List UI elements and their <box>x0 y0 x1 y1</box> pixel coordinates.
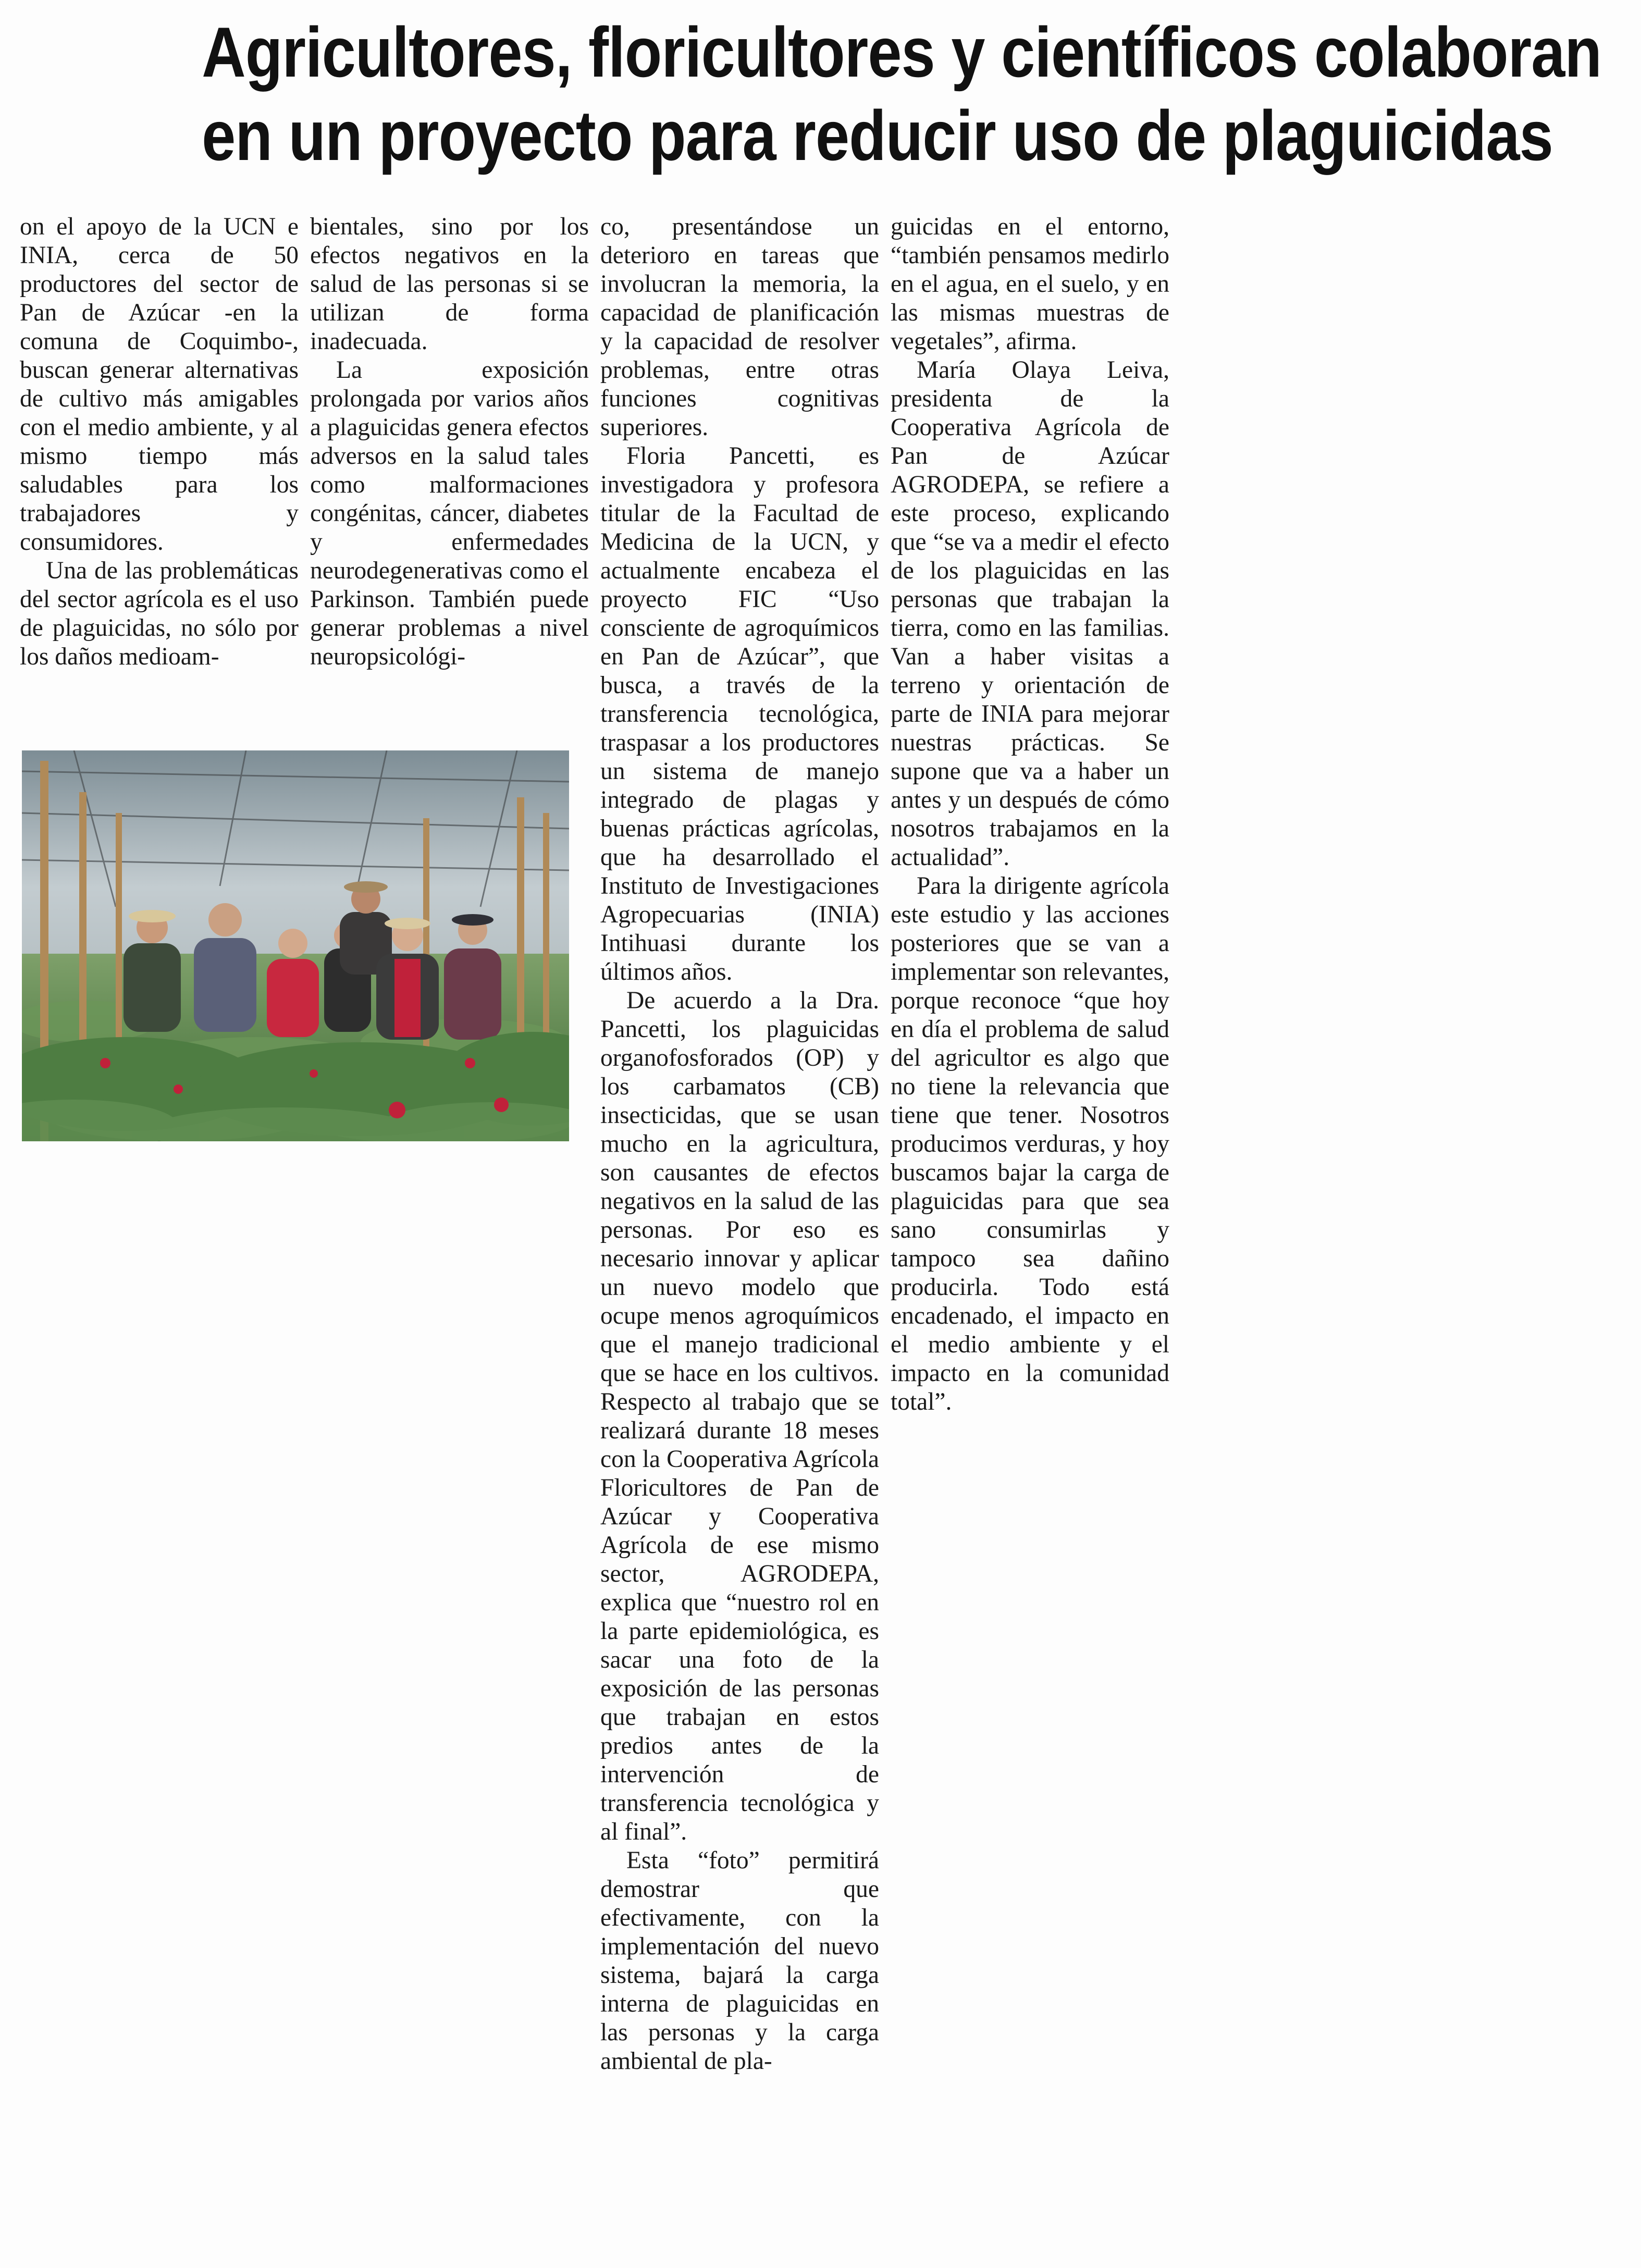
paragraph: co, presentándose un deterioro en tareas que involucran la memoria, la capacidad de planificación y la capacidad de resolver problemas, entre otras funciones cognitivas superiores. <box>600 213 879 441</box>
paragraph: on el apoyo de la UCN e INIA, cerca de 50 productores del sector de Pan de Azúcar -en la comuna de Coquimbo-, buscan generar alternativas de cultivo más amigables con el medio ambiente, y al mismo tiempo más saludables para los trabajadores y consumidores. <box>20 213 299 556</box>
headline-line-1: Agricultores, floricultores y científicos colaboran <box>202 13 1602 92</box>
paragraph: bientales, sino por los efectos negativos en la salud de las personas si se utilizan de forma inadecuada. <box>310 213 589 355</box>
article-column-1 <box>20 213 299 671</box>
paragraph: Esta “foto” permitirá demostrar que efectivamente, con la implementación del nuevo sistema, bajará la carga interna de plaguicidas en las personas y la carga ambiental de pla- <box>600 1847 879 2075</box>
paragraph: María Olaya Leiva, presidenta de la Cooperativa Agrícola de Pan de Azúcar AGRODEPA, se refiere a este proceso, explicando que “se va a medir el efecto de los plaguicidas en las personas que trabajan la tierra, como en las familias. Van a haber visitas a terreno y orientación de parte de INIA para mejorar nuestras prácticas. Se supone que va a haber un antes y un después de cómo nosotros trabajamos en la actualidad”. <box>891 356 1169 871</box>
paragraph: Una de las problemáticas del sector agrícola es el uso de plaguicidas, no sólo por los daños medioam- <box>20 557 299 670</box>
paragraph: La exposición prolongada por varios años a plaguicidas genera efectos adversos en la salud tales como malformaciones congénitas, cáncer, diabetes y enfermedades neurodegenerativas como el Parkinson. También puede generar problemas a nivel neuropsicológi- <box>310 356 589 670</box>
article-column-2 <box>310 213 589 671</box>
paragraph: guicidas en el entorno, “también pensamos medirlo en el agua, en el suelo, y en las mismas muestras de vegetales”, afirma. <box>891 213 1169 355</box>
headline-line-2: en un proyecto para reducir uso de plaguicidas <box>202 96 1553 175</box>
greenhouse-group-photo <box>22 750 569 1141</box>
paragraph: De acuerdo a la Dra. Pancetti, los plaguicidas organofosforados (OP) y los carbamatos (CB) insecticidas, que se usan mucho en la agricultura, son causantes de efectos negativos en la salud de las personas. Por eso es necesario innovar y aplicar un nuevo modelo que ocupe menos agroquímicos que el manejo tradicional que se hace en los cultivos. Respecto al trabajo que se realizará durante 18 meses con la Cooperativa Agrícola Floricultores de Pan de Azúcar y Cooperativa Agrícola de ese mismo sector, AGRODEPA, explica que “nuestro rol en la parte epidemiológica, es sacar una foto de la exposición de las personas que trabajan en estos predios antes de la intervención de transferencia tecnológica y al final”. <box>600 987 879 1845</box>
headline <box>202 10 1602 177</box>
paragraph: Floria Pancetti, es investigadora y profesora titular de la Facultad de Medicina de la UCN, y actualmente encabeza el proyecto FIC “Uso consciente de agroquímicos en Pan de Azúcar”, que busca, a través de la transferencia tecnológica, traspasar a los productores un sistema de manejo integrado de plagas y buenas prácticas agrícolas, que ha desarrollado el Instituto de Investigaciones Agropecuarias (INIA) Intihuasi durante los últimos años. <box>600 442 879 985</box>
paragraph: Para la dirigente agrícola este estudio y las acciones posteriores que se van a implementar son relevantes, porque reconoce “que hoy en día el problema de salud del agricultor es algo que no tiene la relevancia que tiene que tener. Nosotros producimos verduras, y hoy buscamos bajar la carga de plaguicidas para que sea sano consumirlas y tampoco sea dañino producirla. Todo está encadenado, el impacto en el medio ambiente y el impacto en la comunidad total”. <box>891 872 1169 1415</box>
article-column-4 <box>891 213 1169 1416</box>
article-column-3 <box>600 213 879 2076</box>
photo-illustration-icon <box>22 750 569 1141</box>
